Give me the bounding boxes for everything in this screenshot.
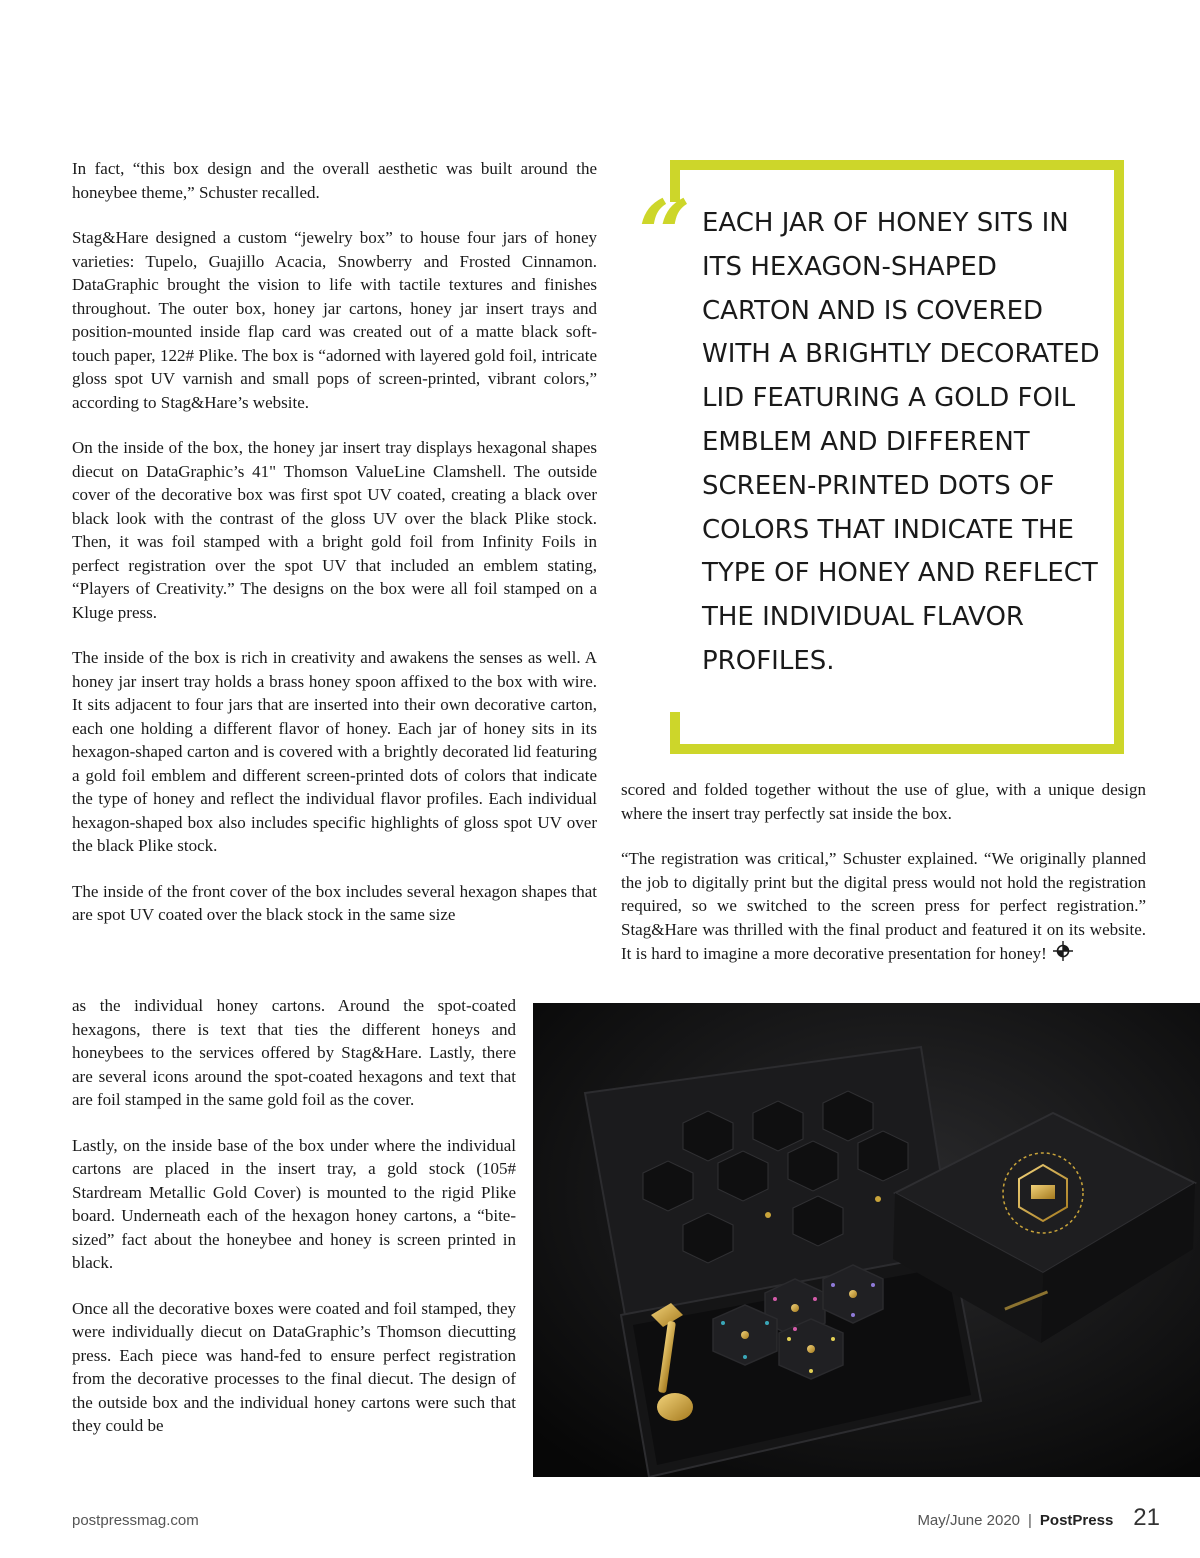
article-paragraph-10 bbox=[621, 847, 1146, 968]
article-paragraph-1: In fact, “this box design and the overall aesthetic was built around the honeybee theme,” Schuster recalled. bbox=[72, 159, 597, 202]
pull-quote-frame-corner-bottom bbox=[670, 712, 680, 754]
article-column-right bbox=[621, 778, 1146, 990]
footer-magazine-name: PostPress bbox=[1039, 1512, 1114, 1529]
footer-issue-date: May/June 2020 bbox=[917, 1512, 1021, 1529]
article-paragraph-10-text: “The registration was critical,” Schuster explained. “We originally planned the job to digitally print but the digital press would not hold the registration required, so we switched to the screen press for perfect registration.” Stag&Hare was thrilled with the final product and featured it on its website. It is hard to imagine a more decorative presentation for honey! bbox=[621, 849, 1146, 963]
article-paragraph-7: Lastly, on the inside base of the box under where the individual cartons are placed in the insert tray, a gold stock (105# Stardream Metallic Gold Cover) is mounted to the rigid Plike board. Underneath each of the hexagon honey cartons, a “bite-sized” fact about the honeybee and honey is screen printed in black. bbox=[72, 1135, 516, 1272]
article-paragraph-5: The inside of the front cover of the box includes several hexagon shapes that are spot UV coated over the black stock in the same size bbox=[72, 881, 597, 924]
pull-quote-text: EACH JAR OF HONEY SITS IN ITS HEXAGON-SHAPED CARTON AND IS COVERED WITH A BRIGHTLY DECORATED LID FEATURING A GOLD FOIL EMBLEM AND DIFFERENT SCREEN-PRINTED DOTS OF COLORS THAT INDICATE THE TYPE OF HONEY AND REFLECT THE INDIVIDUAL FLAVOR PROFILES. bbox=[702, 208, 1100, 676]
article-paragraph-3: On the inside of the box, the honey jar insert tray displays hexagonal shapes diecut on DataGraphic’s 41" Thomson ValueLine Clamshell. The outside cover of the decorative box was first spot UV coated, creating a black over black look with the contrast of the gloss UV over the black Plike stock. Then, it was foil stamped with a bright gold foil from Infinity Foils in perfect registration over the spot UV that included an emblem stating, “Players of Creativity.” The designs on the box were all foil stamped on a Kluge press. bbox=[72, 438, 597, 622]
footer-page-number: 21 bbox=[1133, 1504, 1160, 1531]
honey-box-illustration bbox=[533, 1003, 1200, 1477]
footer-separator: | bbox=[1028, 1512, 1032, 1529]
article-column-left bbox=[72, 157, 597, 927]
registration-mark-icon bbox=[1053, 941, 1073, 968]
article-paragraph-6: as the individual honey cartons. Around the spot-coated hexagons, there is text that ties the different honeys and honeybees to the services offered by Stag&Hare. Lastly, there are several icons around the spot-coated hexagons and text that are foil stamped in the same gold foil as the cover. bbox=[72, 996, 516, 1109]
product-photo bbox=[533, 1003, 1200, 1477]
article-paragraph-2: Stag&Hare designed a custom “jewelry box” to house four jars of honey varieties: Tupelo, Guajillo Acacia, Snowberry and Frosted Cinnamon. DataGraphic brought the vision to life with tactile textures and finishes throughout. The outer box, honey jar cartons, honey jar insert trays and position-mounted inside flap card was created out of a matte black soft-touch paper, 122# Plike. The box is “adorned with layered gold foil, intricate gloss spot UV varnish and small pops of screen-printed, vibrant colors,” according to Stag&Hare’s website. bbox=[72, 228, 597, 412]
article-paragraph-9: scored and folded together without the use of glue, with a unique design where the insert tray perfectly sat inside the box. bbox=[621, 780, 1146, 823]
article-column-left-narrow bbox=[72, 994, 516, 1460]
article-paragraph-4: The inside of the box is rich in creativity and awakens the senses as well. A honey jar insert tray holds a brass honey spoon affixed to the box with wire. It sits adjacent to four jars that are inserted into their own decorative carton, each one holding a different flavor of honey. Each jar of honey sits in its hexagon-shaped carton and is covered with a brightly decorated lid featuring a gold foil emblem and different screen-printed dots of colors that indicate the type of honey and reflect the individual flavor profiles. Each individual hexagon-shaped box also includes specific highlights of gloss spot UV over the black Plike stock. bbox=[72, 648, 597, 855]
article-paragraph-8: Once all the decorative boxes were coated and foil stamped, they were individually diecut on DataGraphic’s Thomson diecutting press. Each piece was hand-fed to ensure perfect registration from the decorative processes to the final diecut. The design of the outside box and the individual honey cartons were such that they could be bbox=[72, 1298, 516, 1435]
footer-folio bbox=[917, 1504, 1160, 1532]
footer-website: postpressmag.com bbox=[72, 1512, 199, 1529]
quote-mark-icon: “ bbox=[638, 180, 691, 288]
